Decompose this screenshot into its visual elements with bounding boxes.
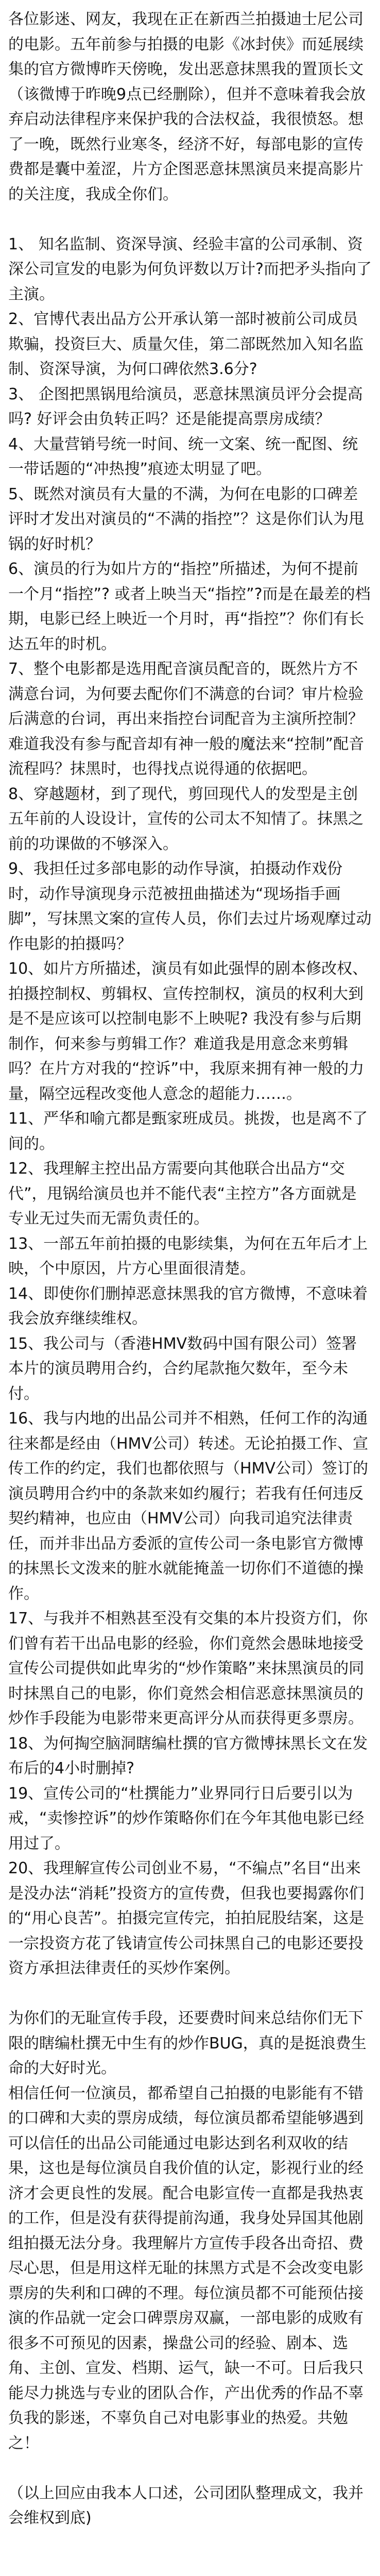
paragraph-spacer [8, 207, 372, 232]
post-paragraph: 18、为何掏空脑洞瞎编杜撰的官方微博抹黑长文在发布后的4小时删掉? [8, 1734, 368, 1777]
post-paragraph: 7、整个电影都是选用配音演员配音的，既然片方不满意台词，为何要去配你们不满意的台词？审片检验后满意的台词，再出来指控台词配音为主演所控制？难道我没有参与配音却有神一般的魔法来“控制”配音流程吗？抹黑时，也得找点说得通的依据吧。 [8, 660, 365, 778]
post-paragraph: 5、既然对演员有大量的不满，为何在电影的口碑差评时才发出对演员的“不满的指控”？这是你们认为甩锅的好时机？ [8, 485, 365, 553]
post-paragraph: 各位影迷、网友，我现在正在新西兰拍摄迪士尼公司的电影。五年前参与拍摄的电影《冰封侠》而延展续集的官方微博昨天傍晚，发出恶意抹黑我的置顶长文（该微博于昨晚9点已经删除），但并不意味着我会放弃启动法律程序来保护我的合法权益，我很愤怒。想了一晚，既然行业寒冬，经济不好，每部电影的宣传费都是囊中羞涩，片方企图恶意抹黑演员来提高影片的关注度，我成全你们。 [8, 10, 366, 204]
post-paragraph: 相信任何一位演员，都希望自己拍摄的电影能有不错的口碑和大卖的票房成绩，每位演员都希望能够遇到可以信任的出品公司能通过电影达到名利双收的结果，这也是每位演员自我价值的认定，影视行业的经济才会更良性的发展。配合电影宣传一直都是我热衷的工作，但是没有获得提前沟通，我身处异国其他剧组拍摄无法分身。我理解片方宣传手段各出奇招、费尽心思，但是用这样无耻的抹黑方式是不会改变电影票房的失利和口碑的不理。每位演员都不可能预估接演的作品就一定会口碑票房双赢，一部电影的成败有很多不可预见的因素，操盘公司的经验、剧本、选角、主创、宣发、档期、运气，缺一不可。日后我只能尽力挑选与专业的团队合作，产出优秀的作品不辜负我的影迷，不辜负自己对电影事业的热爱。共勉之！ [8, 2084, 364, 2452]
post-paragraph: 6、演员的行为如片方的“指控”所描述，为何不提前一个月“指控”? 或者上映当天“指控”?而是在最差的档期，电影已经上映近一个月时，再“指控”？你们有长达五年的时机。 [8, 560, 371, 653]
post-paragraph: 4、大量营销号统一时间、统一文案、统一配图、统一带话题的“冲热搜”痕迹太明显了吧。 [8, 435, 358, 478]
post-paragraph: 11、严华和喻亢都是甄家班成员。挑拨，也是离不了间的。 [8, 1110, 368, 1153]
post-paragraph: 12、我理解主控出品方需要向其他联合出品方“交代”，甩锅给演员也并不能代表“主控方”各方面就是专业无过失而无需负责任的。 [8, 1160, 357, 1228]
post-paragraph: 10、如片方所描述，演员有如此强悍的剧本修改权、拍摄控制权、剪辑权、宣传控制权，演员的权利大到是不是应该可以控制电影不上映呢? 我没有参与后期制作，何来参与剪辑工作？难道我是用意念来剪辑吗？在片方对我的“控诉”中，我原来拥有神一般的力量，隔空远程改变他人意念的超能力……。 [8, 960, 368, 1103]
post-paragraph: 14、即使你们删掉恶意抹黑我的官方微博，不意味着我会放弃继续维权。 [8, 1284, 368, 1328]
post-paragraph: 19、宣传公司的“杜撰能力”业界同行日后要引以为戒，“卖惨控诉”的炒作策略你们在今年其他电影已经用过了。 [8, 1784, 365, 1853]
post-paragraph: 1、 知名监制、资深导演、经验丰富的公司承制、资深公司宣发的电影为何负评数以万计?而把矛头指向了主演。 [8, 235, 372, 303]
paragraph-spacer [8, 1981, 372, 2007]
post-paragraph: 3、 企图把黑锅甩给演员，恶意抹黑演员评分会提高吗? 好评会由负转正吗？还是能提高票房成绩？ [8, 385, 363, 428]
post-paragraph: 13、一部五年前拍摄的电影续集，为何在五年后才上映，个中原因，片方心里面很清楚。 [8, 1234, 368, 1278]
post-paragraph: 16、我与内地的出品公司并不相熟，任何工作的沟通往来都是经由（HMV公司）转述。无论拍摄工作、宣传工作的约定，我们也都依照与（HMV公司）签订的演员聘用合约中的条款来如约履行；若我有任何违反契约精神，也应由（HMV公司）向我司追究法律责任，而并非出品方委派的宣传公司一条电影官方微博的抹黑长文泼来的脏水就能掩盖一切你们不道德的操作。 [8, 1410, 368, 1603]
post-paragraph: 8、穿越题材，到了现代，剪回现代人的发型是主创五年前的人设设计，宣传的公司太不知情了。抹黑之前的功课做的不够深入。 [8, 785, 364, 853]
post-paragraph: 15、我公司与（香港HMV数码中国有限公司）签署本片的演员聘用合约，合约尾款拖欠数年，至今未付。 [8, 1334, 357, 1403]
post-paragraph: 为你们的无耻宣传手段，还要费时间来总结你们无下限的瞎编杜撰无中生有的炒作BUG，真的是挺浪费生命的大好时光。 [8, 2009, 367, 2077]
paragraph-spacer [8, 2456, 372, 2481]
post-paragraph: 9、我担任过多部电影的动作导演，拍摄动作戏份时，动作导演现身示范被扭曲描述为“现场指手画脚”，写抹黑文案的宣传人员，你们去过片场观摩过动作电影的拍摄吗？ [8, 860, 372, 953]
post-paragraph: 17、与我并不相熟甚至没有交集的本片投资方们，你们曾有若干出品电影的经验，你们竟然会愚昧地接受宣传公司提供如此卑劣的“炒作策略”来抹黑演员的同时抹黑自己的电影，你们竟然会相信恶意抹黑演员的炒作手段能为电影带来更高评分从而获得更多票房。 [8, 1609, 368, 1727]
post-paragraph: 20、我理解宣传公司创业不易，“不编点”名目“出来是没办法“消耗”投资方的宣传费，但我也要揭露你们的“用心良苦”。拍摄完宣传完，拍拍屁股结案，这是一宗投资方花了钱请宣传公司抹黑自己的电影还要投资方承担法律责任的买炒作案例。 [8, 1859, 365, 1977]
post-paragraph: （以上回应由我本人口述，公司团队整理成文，我并会维权到底) [8, 2484, 364, 2527]
post-paragraph: 2、官博代表出品方公开承认第一部时被前公司成员欺骗，投资巨大、质量欠佳，第二部既然加入知名监制、资深导演，为何口碑依然3.6分? [8, 310, 364, 378]
